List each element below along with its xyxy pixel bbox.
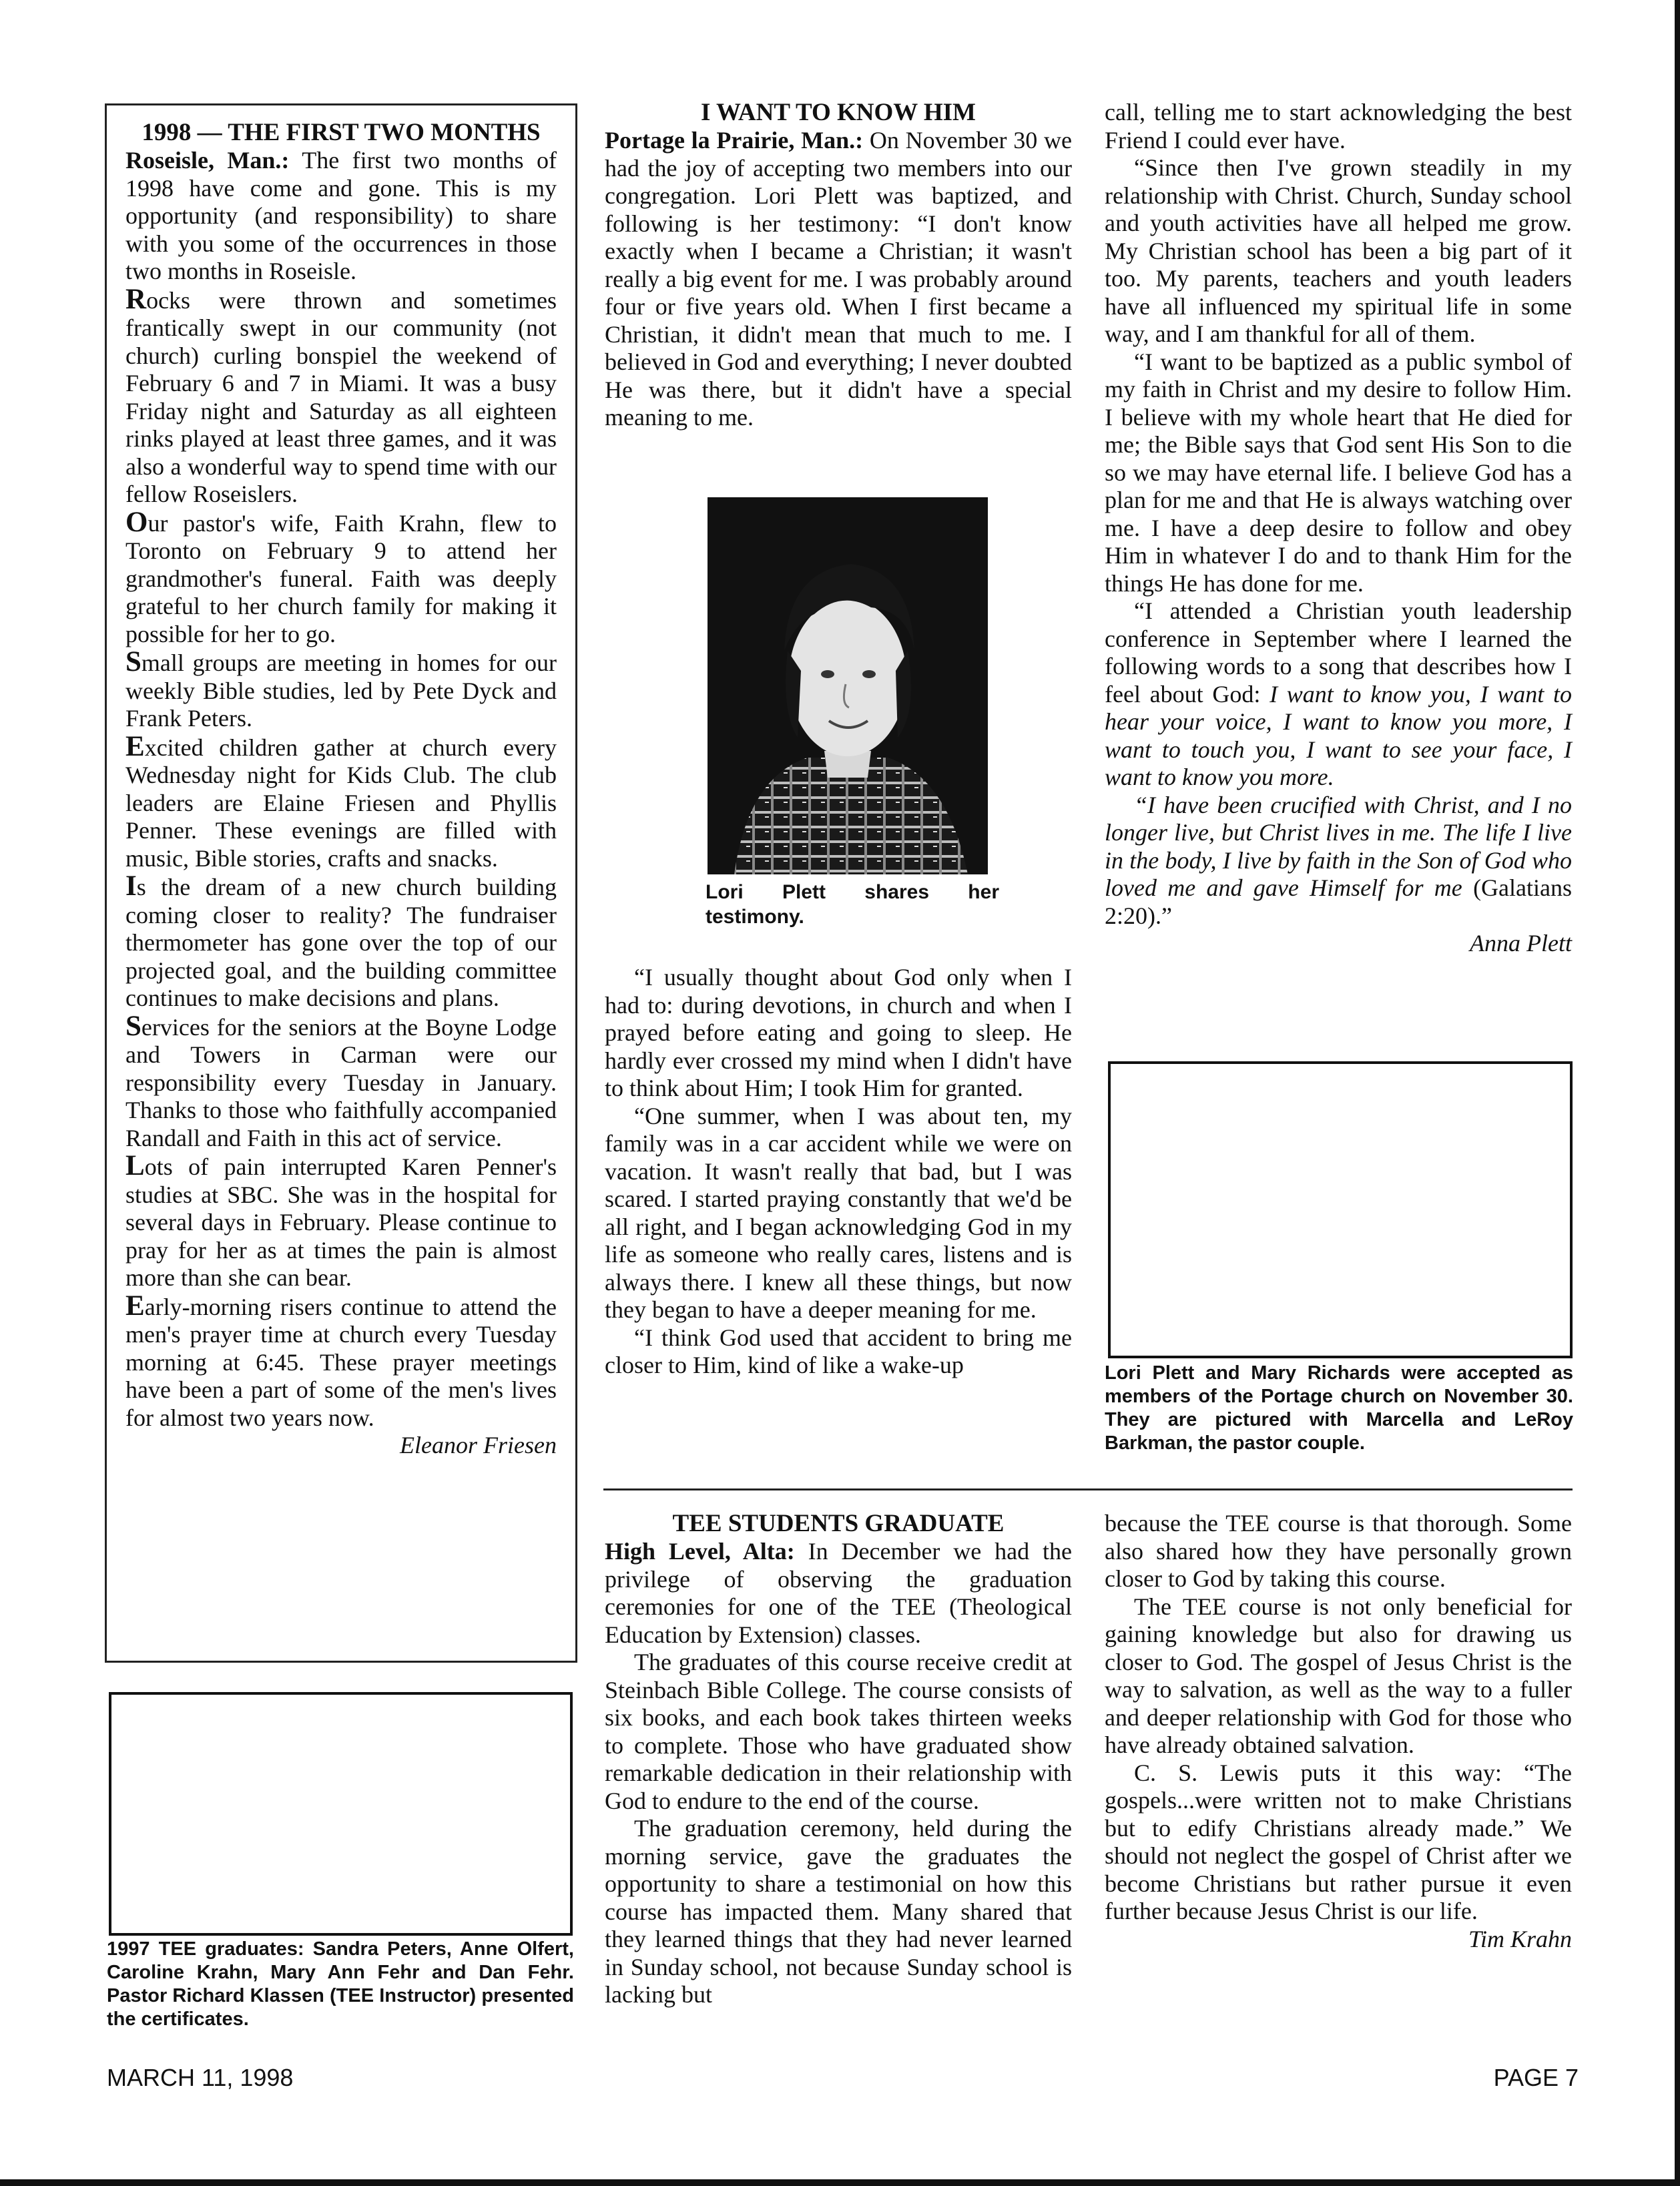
left-article-paragraph: Our pastor's wife, Faith Krahn, flew to Toronto on February 9 to attend her grandmother's funeral. Faith was deeply grateful to her church family for making it possible for her to go. [125, 506, 557, 647]
know-him-column-3 [1105, 99, 1572, 958]
song-words: I want to know you, I want to hear your voice, I want to know you more, I want to touch you, I want to see your face, I want to know you more. [1105, 680, 1572, 790]
know-him-paragraph: “I want to be baptized as a public symbol of my faith in Christ and my desire to follow Him. I believe with my whole heart that He died for me; the Bible says that God sent His Son to die so we may have eternal life. I believe God has a plan for me and that He is always watching over me. I have a deep desire to follow and obey Him in whatever I do and to thank Him for the things He has done for me. [1105, 348, 1572, 597]
left-article-headline: 1998 — THE FIRST TWO MONTHS [142, 119, 541, 146]
section-divider [603, 1488, 1573, 1490]
tee-paragraph: The TEE course is not only beneficial for gaining knowledge but also for drawing us closer to God. The gospel of Jesus Christ is the way to salvation, as well as the way to a fuller and deeper relationship with God for those who have already obtained salvation. [1105, 1593, 1572, 1758]
tee-column-2 [605, 1510, 1072, 2009]
know-him-headline: I WANT TO KNOW HIM [701, 99, 976, 126]
know-him-song-paragraph: “I attended a Christian youth leadership conference in September where I learned the following words to a song that describes how I feel about God: I want to know you, I want to hear your voice, I want to know you more, I want to touch you, I want to see your face, I want to know you more. [1105, 597, 1572, 790]
left-article [125, 119, 557, 1460]
tee-paragraph: The graduation ceremony, held during the morning service, gave the graduates the opportunity to share a testimonial on how this course has impacted them. Many shared that they learned things that they had never learned in Sunday school, not because Sunday school is lacking but [605, 1815, 1072, 2008]
know-him-continuation: call, telling me to start acknowledging the best Friend I could ever have. [1105, 99, 1572, 154]
tee-paragraph: C. S. Lewis puts it this way: “The gospels...were written not to make Christians but to edify Christians already made.” We should not neglect the gospel of Christ after we become Christians but rather pursue it even further because Jesus Christ is our life. [1105, 1759, 1572, 1924]
know-him-paragraph: “Since then I've grown steadily in my relationship with Christ. Church, Sunday school and youth activities have all helped me grow. My Christian school has been a big part of it too. My parents, teachers and youth leaders have all influenced my spiritual life in some way, and I am thankful for all of them. [1105, 154, 1572, 347]
know-him-verse: “I have been crucified with Christ, and I no longer live, but Christ lives in me. The life I live in the body, I live by faith in the Son of God who loved me and gave Himself for me (Galatians 2:20).” [1105, 791, 1572, 929]
left-article-paragraph: Early-morning risers continue to attend the men's prayer time at church every Tuesday morning at 6:45. These prayer meetings have been a part of some of the men's lives for almost two years now. [125, 1290, 557, 1431]
left-article-paragraph: Excited children gather at church every Wednesday night for Kids Club. The club leaders are Elaine Friesen and Phyllis Penner. These evenings are filled with music, Bible stories, crafts and snacks. [125, 730, 557, 872]
lori-plett-photo [708, 497, 988, 874]
portrait-illustration [708, 497, 988, 874]
footer-page-number: PAGE 7 [1493, 2064, 1579, 2091]
know-him-intro: Portage la Prairie, Man.: On November 30 we had the joy of accepting two members into our congregation. Lori Plett was baptized, and following is her testimony: “I don't know exactly when I became a Christian; it wasn't really a big event for me. I was probably around four or five years old. When I first became a Christian, it didn't mean that much to me. I believed in God and everything; I never doubted He was there, but it didn't have a special meaning to me. [605, 127, 1073, 431]
know-him-column-2 [605, 99, 1072, 432]
tee-paragraph: The graduates of this course receive credit at Steinbach Bible College. The course consists of six books, and each book takes thirteen weeks to complete. Those who have graduated show remarkable dedication in their relationship with God to endure to the end of the course. [605, 1649, 1072, 1814]
tee-headline: TEE STUDENTS GRADUATE [672, 1510, 1005, 1537]
left-article-paragraph: Lots of pain interrupted Karen Penner's studies at SBC. She was in the hospital for several days in February. Please continue to pray for her as at times the pain is almost more than she can bear. [125, 1150, 557, 1291]
tee-graduates-caption: 1997 TEE graduates: Sandra Peters, Anne Olfert, Caroline Krahn, Mary Ann Fehr and Dan Fehr. Pastor Richard Klassen (TEE Instructor) presented the certificates. [107, 1938, 574, 2030]
portage-members-photo [1108, 1061, 1573, 1358]
portage-members-caption: Lori Plett and Mary Richards were accepted as members of the Portage church on November 30. They are pictured with Marcella and LeRoy Barkman, the pastor couple. [1105, 1362, 1573, 1454]
left-article-intro: Roseisle, Man.: The first two months of 1998 have come and gone. This is my opportunity (and responsibility) to share with you some of the occurrences in those two months in Roseisle. [125, 147, 557, 284]
left-article-paragraph: Small groups are meeting in homes for our weekly Bible studies, led by Pete Dyck and Frank Peters. [125, 646, 557, 732]
footer-date: MARCH 11, 1998 [107, 2064, 294, 2091]
know-him-paragraph: “I usually thought about God only when I had to: during devotions, in church and when I prayed before eating and going to sleep. He hardly ever crossed my mind when I didn't have to think about Him; I took Him for granted. [605, 964, 1072, 1101]
scan-edge-right [1675, 0, 1680, 2186]
tee-intro: High Level, Alta: In December we had the privilege of observing the graduation ceremonies for one of the TEE (Theological Education by Extension) classes. [605, 1538, 1072, 1648]
know-him-author: Anna Plett [1470, 930, 1572, 957]
know-him-paragraph: “One summer, when I was about ten, my family was in a car accident while we were on vacation. It wasn't really that bad, but I was scared. I started praying constantly that we'd be all right, and I began acknowledging God in my life as someone who really cares, listens and is always there. I knew all these things, but now they began to have a deeper meaning for me. [605, 1102, 1072, 1323]
left-article-paragraph: Services for the seniors at the Boyne Lodge and Towers in Carman were our responsibility every Tuesday in January. Thanks to those who faithfully accompanied Randall and Faith in this act of service. [125, 1010, 557, 1151]
tee-graduates-photo [109, 1692, 573, 1936]
left-article-paragraph: Is the dream of a new church building coming closer to reality? The fundraiser thermometer has gone over the top of our projected goal, and the building committee continues to make decisions and plans. [125, 870, 557, 1011]
tee-author: Tim Krahn [1468, 1925, 1572, 1952]
tee-column-3 [1105, 1510, 1572, 1953]
know-him-column-2-lower [605, 964, 1072, 1380]
tee-continuation: because the TEE course is that thorough. Some also shared how they have personally grown closer to God by taking this course. [1105, 1510, 1572, 1592]
left-article-paragraph: Rocks were thrown and sometimes frantically swept in our community (not church) curling bonspiel the weekend of February 6 and 7 in Miami. It was a busy Friday night and Saturday as all eighteen rinks played at least three games, and it was also a wonderful way to spend time with our fellow Roseislers. [125, 283, 557, 507]
scan-edge-bottom [0, 2179, 1680, 2186]
lori-plett-caption: Lori Plett shares her testimony. [706, 881, 999, 928]
left-article-author: Eleanor Friesen [400, 1432, 557, 1458]
know-him-paragraph: “I think God used that accident to bring me closer to Him, kind of like a wake-up [605, 1324, 1072, 1378]
